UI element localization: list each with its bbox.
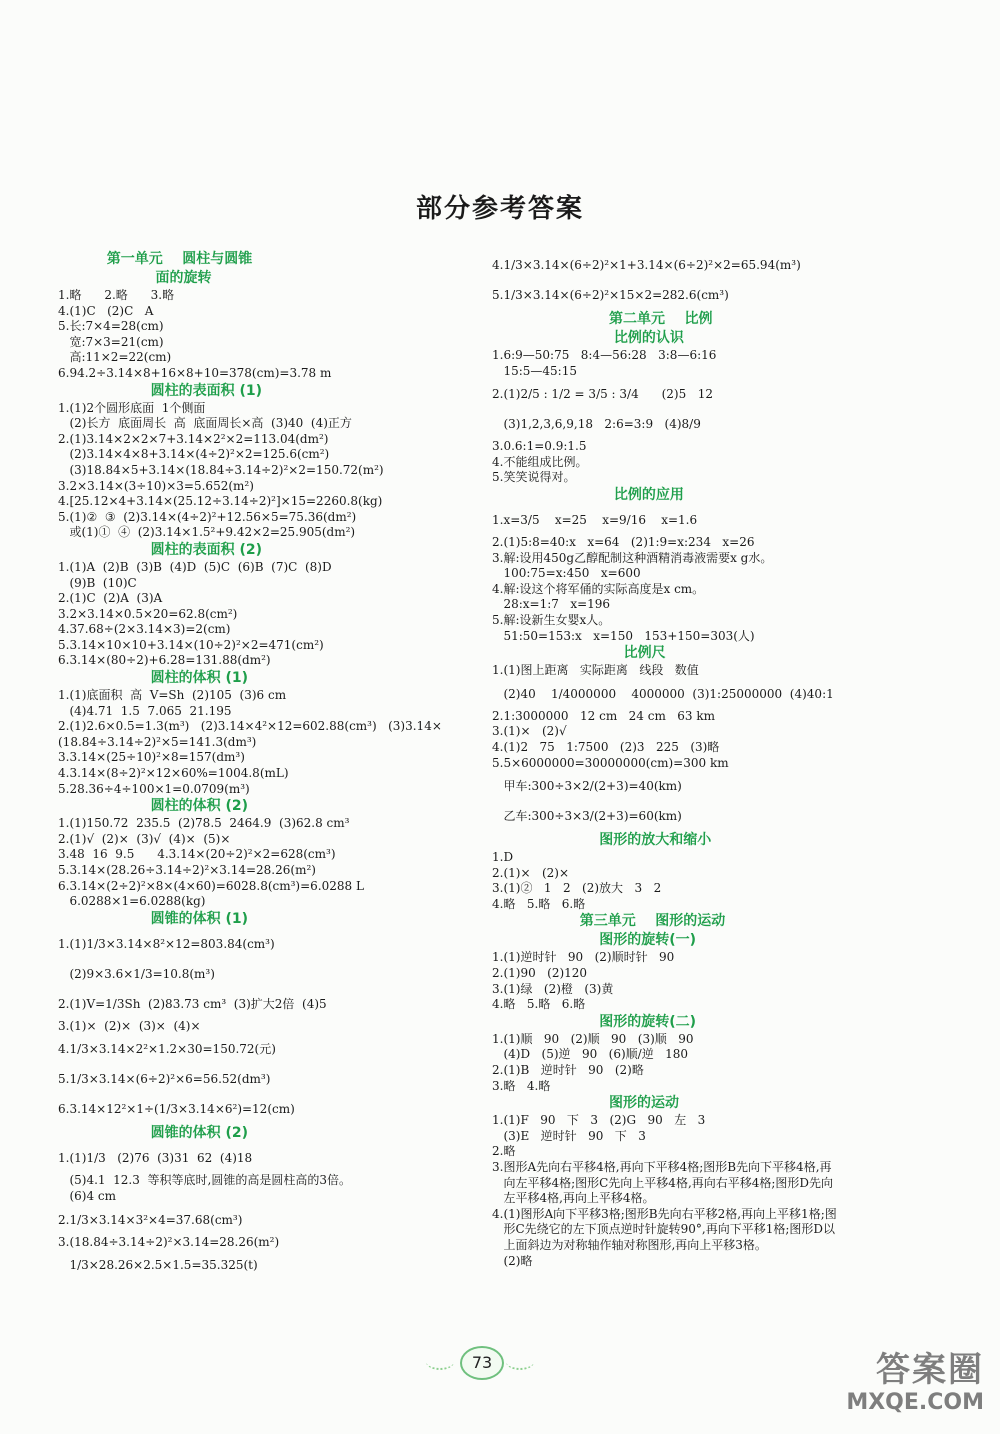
section-heading: 圆柱的体积 (1): [58, 670, 249, 687]
answer-line: 1.(1)1/3 (2)76 (3)31 62 (4)18: [58, 1151, 253, 1166]
answer-line: (3)E 逆时针 90 下 3: [492, 1128, 646, 1143]
answer-line: 5.1/3×3.14×(6÷2)²×6=56.52(dm³): [58, 1072, 271, 1087]
answer-line: 左平移4格,再向上平移4格。: [492, 1191, 655, 1206]
section-heading: 圆锥的体积 (2): [58, 1125, 249, 1142]
section-heading: 圆锥的体积 (1): [58, 910, 249, 927]
answer-line: 1.(1)逆时针 90 (2)顺时针 90: [492, 950, 675, 965]
answer-line: (6)4 cm: [58, 1188, 116, 1203]
answer-line: 1.(1)150.72 235.5 (2)78.5 2464.9 (3)62.8 cm³: [58, 816, 350, 831]
answer-line: 4.(1)图形A向下平移3格;图形B先向右平移2格,再向上平移1格;图: [492, 1206, 837, 1221]
section-heading: 面的旋转: [58, 270, 212, 286]
answer-line: (2)9×3.6×1/3=10.8(m³): [58, 966, 215, 981]
answer-line: 3.48 16 9.5 4.3.14×(20÷2)²×2=628(cm³): [58, 847, 336, 862]
answer-line: 3.(1)绿 (2)橙 (3)黄: [492, 981, 614, 996]
answer-line: 2.(1)2.6×0.5=1.3(m³) (2)3.14×4²×12=602.88(cm³) (3)3.14×: [58, 719, 442, 734]
answer-line: (2)40 1/4000000 4000000 (3)1:25000000 (4)40:1: [492, 686, 834, 701]
answer-line: 4.1/3×3.14×2²×1.2×30=150.72(元): [58, 1042, 276, 1057]
answer-line: 6.3.14×12²×1÷(1/3×3.14×6²)=12(cm): [58, 1102, 295, 1117]
answer-line: (5)4.1 12.3 等积等底时,圆锥的高是圆柱高的3倍。: [58, 1173, 351, 1188]
section-heading: 比例尺: [492, 645, 666, 662]
answer-line: 28:x=1:7 x=196: [492, 597, 611, 612]
answer-line: 3.图形A先向右平移4格,再向下平移4格;图形B先向下平移4格,再: [492, 1160, 832, 1174]
page-number: 73: [460, 1346, 504, 1380]
answer-line: 1.(1)顺 90 (2)顺 90 (3)顺 90: [492, 1031, 694, 1046]
answer-line: 1.(1)1/3×3.14×8²×12=803.84(cm³): [58, 936, 275, 951]
watermark-main: 答案圈: [876, 1350, 984, 1390]
section-heading: 圆柱的表面积 (2): [58, 541, 263, 558]
answer-line: 5.1/3×3.14×(6÷2)²×15×2=282.6(cm³): [492, 288, 729, 302]
answer-line: 1.(1)A (2)B (3)B (4)D (5)C (6)B (7)C (8)D: [58, 559, 332, 574]
answer-line: 3.2×3.14×(3÷10)×3=5.652(m²): [58, 478, 254, 493]
section-heading: 图形的放大和缩小: [492, 832, 712, 849]
answer-line: 4.(1)2 75 1:7500 (2)3 225 (3)略: [492, 739, 720, 754]
answer-line: 2.(1)× (2)×: [492, 865, 569, 880]
answer-line: 6.3.14×(80÷2)+6.28=131.88(dm²): [58, 653, 271, 668]
section-heading: 图形的旋转(一): [492, 932, 697, 949]
answer-line: 1/3×28.26×2.5×1.5=35.325(t): [58, 1258, 258, 1273]
answer-line: 5.解:设新生女婴x人。: [492, 612, 611, 627]
answer-line: 6.3.14×(2÷2)²×8×(4×60)=6028.8(cm³)=6.0288 L: [58, 878, 364, 893]
answer-line: 3.3.14×(25÷10)²×8=157(dm³): [58, 750, 245, 765]
answer-column-left: [58, 250, 468, 1280]
answer-line: 15:5—45:15: [492, 363, 577, 378]
section-heading: 比例的应用: [492, 486, 684, 503]
answer-column-right: [492, 250, 912, 1269]
answer-line: 5.3.14×(28.26÷3.14÷2)²×3.14=28.26(m²): [58, 863, 316, 877]
answer-line: 4.[25.12×4+3.14×(25.12÷3.14÷2)²]×15=2260.8(kg): [58, 494, 383, 509]
answer-line: 5.(1)② ③ (2)3.14×(4÷2)²+12.56×5=75.36(dm²): [58, 509, 357, 524]
page-title: 部分参考答案: [415, 194, 584, 224]
answer-line: 5.笑笑说得对。: [492, 470, 576, 485]
answer-line: (4)D (5)逆 90 (6)顺/逆 180: [492, 1047, 689, 1062]
section-heading: 图形的旋转(二): [492, 1013, 697, 1030]
answer-line: 3.0.6:1=0.9:1.5: [492, 439, 587, 454]
section-heading: 圆柱的表面积 (1): [58, 382, 263, 399]
answer-line: (3)1,2,3,6,9,18 2:6=3:9 (4)8/9: [492, 417, 701, 432]
answer-line: 宽:7×3=21(cm): [58, 334, 164, 349]
section-heading: 第三单元 图形的运动: [492, 913, 726, 930]
answer-line: 3.(1)× (2)× (3)× (4)×: [58, 1018, 201, 1033]
answer-line: 5.28.36÷4÷100×1=0.0709(m³): [58, 781, 250, 796]
answer-line: (18.84÷3.14÷2)²×5=141.3(dm³): [58, 734, 257, 749]
answer-line: 4.3.14×(8÷2)²×12×60%=1004.8(mL): [58, 766, 289, 781]
answer-line: 1.(1)2个圆形底面 1个侧面: [58, 400, 206, 415]
answer-line: 3.(1)× (2)√: [492, 724, 567, 739]
answer-line: 3.解:设用450g乙醇配制这种酒精消毒液需要x g水。: [492, 550, 773, 565]
answer-line: 上面斜边为对称轴作轴对称图形,再向上平移3格。: [492, 1237, 767, 1252]
answer-line: 51:50=153:x x=150 153+150=303(人): [492, 628, 755, 643]
section-heading: 第二单元 比例: [492, 311, 713, 327]
answer-line: 4.(1)C (2)C A: [58, 303, 154, 318]
leaf-decoration-icon: [426, 1354, 454, 1370]
answer-line: 或(1)① ④ (2)3.14×1.5²+9.42×2=25.905(dm²): [58, 525, 356, 540]
answer-line: 3.(18.84÷3.14÷2)²×3.14=28.26(m²): [58, 1234, 280, 1249]
answer-line: 100:75=x:450 x=600: [492, 566, 641, 581]
answer-line: 1.(1)图上距离 实际距离 线段 数值: [492, 663, 699, 678]
answer-line: 乙车:300÷3×3/(2+3)=60(km): [492, 809, 682, 824]
answer-line: (2)略: [492, 1253, 533, 1268]
answer-line: 2.(1)90 (2)120: [492, 966, 588, 981]
answer-line: 4.解:设这个将军俑的实际高度是x cm。: [492, 581, 705, 596]
answer-line: 5.5×6000000=30000000(cm)=300 km: [492, 755, 729, 770]
answer-line: 4.略 5.略 6.略: [492, 997, 586, 1012]
answer-line: 4.1/3×3.14×(6÷2)²×1+3.14×(6÷2)²×2=65.94(m³): [492, 258, 801, 272]
answer-line: (9)B (10)C: [58, 575, 137, 590]
answer-line: 1.D: [492, 850, 514, 865]
section-heading: 比例的认识: [492, 330, 684, 346]
answer-line: 甲车:300÷3×2/(2+3)=40(km): [492, 779, 682, 794]
answer-line: 4.37.68÷(2×3.14×3)=2(cm): [58, 622, 231, 637]
answer-line: 3.略 4.略: [492, 1078, 551, 1093]
answer-line: (4)4.71 1.5 7.065 21.195: [58, 703, 232, 718]
answer-line: 2.(1)B 逆时针 90 (2)略: [492, 1063, 644, 1078]
answer-line: 2.略: [492, 1144, 516, 1159]
answer-line: 2.(1)√ (2)× (3)√ (4)× (5)×: [58, 831, 231, 846]
answer-line: 1.(1)底面积 高 V=Sh (2)105 (3)6 cm: [58, 688, 287, 703]
answer-line: 1.略 2.略 3.略: [58, 288, 175, 302]
answer-line: 2.(1)3.14×2×2×7+3.14×2²×2=113.04(dm²): [58, 431, 329, 446]
section-heading: 第一单元 圆柱与圆锥: [58, 251, 253, 267]
answer-line: 2.1:3000000 12 cm 24 cm 63 km: [492, 708, 716, 723]
answer-line: 高:11×2=22(cm): [58, 350, 172, 365]
answer-line: (3)18.84×5+3.14×(18.84÷3.14÷2)²×2=150.72(m²): [58, 462, 384, 477]
answer-line: 1.(1)F 90 下 3 (2)G 90 左 3: [492, 1113, 706, 1128]
answer-line: 1.6:9—50:75 8:4—56:28 3:8—6:16: [492, 348, 717, 362]
section-heading: 圆柱的体积 (2): [58, 798, 249, 815]
answer-line: 6.0288×1=6.0288(kg): [58, 894, 206, 909]
answer-line: 3.(1)② 1 2 (2)放大 3 2: [492, 881, 662, 896]
answer-line: 1.x=3/5 x=25 x=9/16 x=1.6: [492, 512, 698, 527]
answer-line: 2.(1)5:8=40:x x=64 (2)1:9=x:234 x=26: [492, 534, 755, 549]
answer-line: 6.94.2÷3.14×8+16×8+10=378(cm)=3.78 m: [58, 365, 332, 380]
watermark-logo: [784, 1350, 984, 1420]
answer-line: (2)3.14×4×8+3.14×(4÷2)²×2=125.6(cm²): [58, 447, 330, 462]
watermark-sub: MXQE.COM: [846, 1390, 984, 1415]
answer-line: 形C先绕它的左下顶点逆时针旋转90°,再向下平移1格;图形D以: [492, 1222, 836, 1237]
answer-line: 4.不能组成比例。: [492, 454, 588, 469]
answer-line: 5.长:7×4=28(cm): [58, 319, 164, 334]
answer-line: 2.(1)V=1/3Sh (2)83.73 cm³ (3)扩大2倍 (4)5: [58, 996, 327, 1011]
answer-line: 4.略 5.略 6.略: [492, 896, 586, 911]
answer-line: 向左平移4格;图形C先向上平移4格,再向右平移4格;图形D先向: [492, 1175, 834, 1190]
section-heading: 图形的运动: [492, 1095, 679, 1112]
answer-line: 2.(1)2/5 : 1/2 = 3/5 : 3/4 (2)5 12: [492, 387, 713, 402]
answer-line: 3.2×3.14×0.5×20=62.8(cm²): [58, 606, 238, 621]
answer-line: 5.3.14×10×10+3.14×(10÷2)²×2=471(cm²): [58, 637, 324, 652]
answer-line: 2.(1)C (2)A (3)A: [58, 591, 163, 606]
answer-line: (2)长方 底面周长 高 底面周长×高 (3)40 (4)正方: [58, 416, 352, 431]
answer-line: 2.1/3×3.14×3²×4=37.68(cm³): [58, 1212, 243, 1227]
leaf-decoration-icon: [506, 1354, 534, 1370]
